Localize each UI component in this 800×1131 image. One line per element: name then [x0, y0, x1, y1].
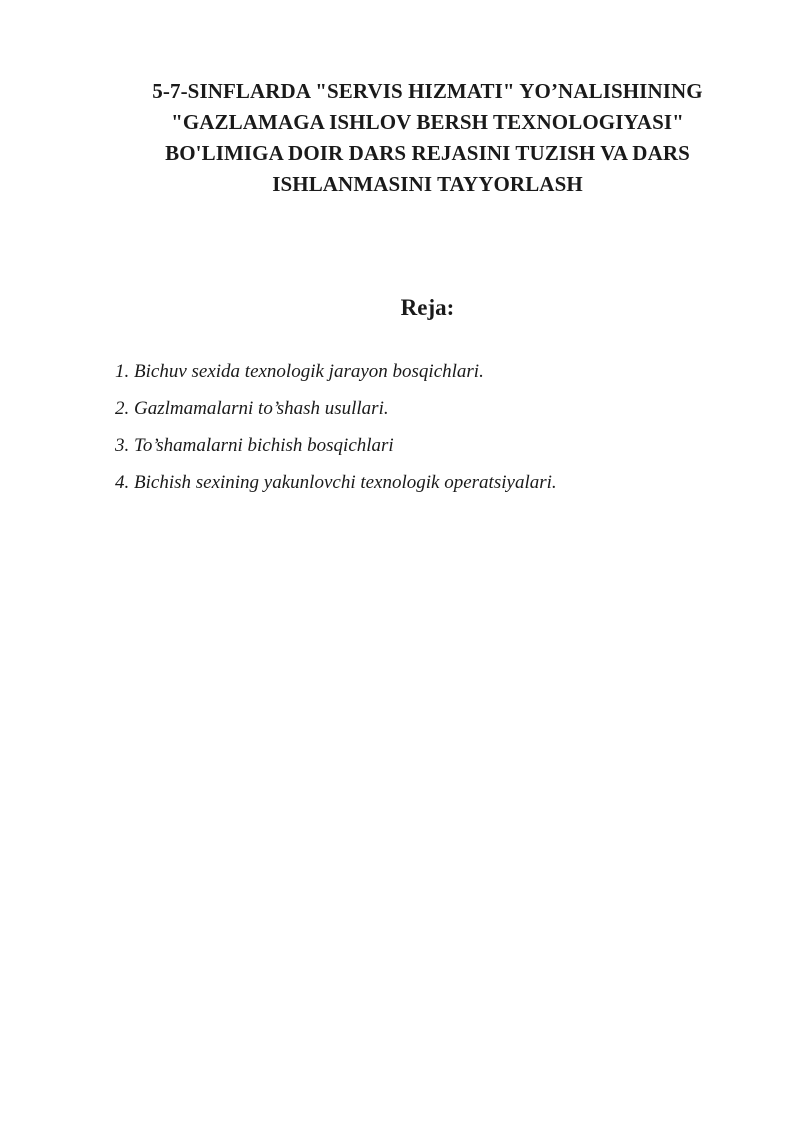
plan-list [115, 353, 755, 501]
title-line: "GAZLAMAGA ISHLOV BERSH TEXNOLOGIYASI" [171, 110, 684, 134]
plan-item: 4. Bichish sexining yakunlovchi texnologik operatsiyalari. [115, 472, 557, 493]
document-title [100, 76, 755, 200]
plan-item: 2. Gazlmamalarni to’shash usullari. [115, 398, 389, 419]
title-line: BO'LIMIGA DOIR DARS REJASINI TUZISH VA DARS [165, 141, 690, 165]
plan-heading: Reja: [400, 295, 455, 320]
plan-item: 3. To’shamalarni bichish bosqichlari [115, 435, 394, 456]
plan-item: 1. Bichuv sexida texnologik jarayon bosqichlari. [115, 361, 484, 382]
title-line: ISHLANMASINI TAYYORLASH [272, 172, 583, 196]
title-line: 5-7-SINFLARDA "SERVIS HIZMATI" YO’NALISHINING [152, 79, 703, 103]
